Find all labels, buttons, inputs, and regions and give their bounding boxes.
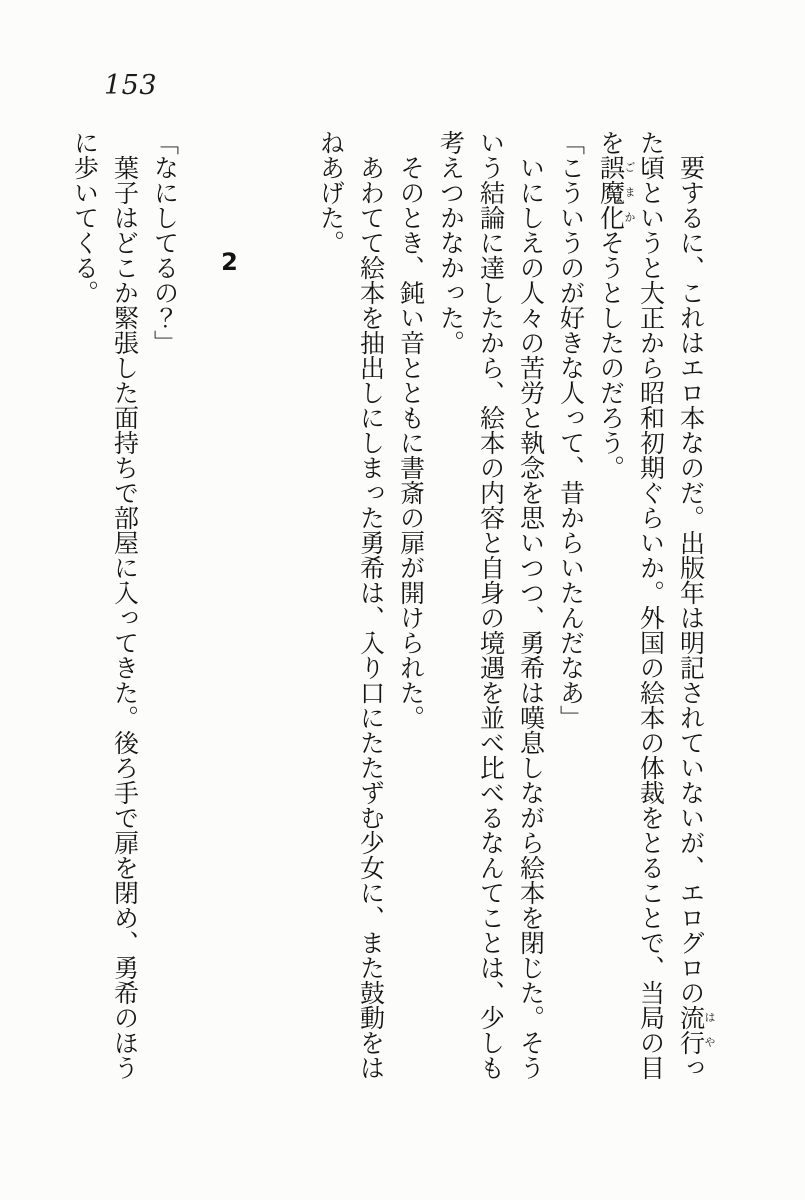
text-block-after-section: [64, 130, 184, 1080]
paragraph: いにしえの人々の苦労と執念を思いつつ、勇希は嘆息しながら絵本を閉じた。そういう結論に達したから、絵本の内容と自身の境遇を並べ比べるなんてことは、少しも考えつかなかった。: [436, 130, 544, 1080]
text-block-before-section: [310, 130, 716, 1080]
section-number: 2: [215, 248, 244, 276]
section-number-heading: [210, 130, 250, 1080]
paragraph: 要するに、これはエロ本なのだ。出版年は明記されていないが、エログロの流行 はやった頃というと大正から昭和初期ぐらいか。外国の絵本の体裁をとることで、当局の目を誤魔化 ごまかそうとしたのだろう。: [596, 130, 715, 1080]
furigana-annotated-text: 誤魔化 ごまか: [596, 155, 635, 230]
paragraph: あわてて絵本を抽出しにしまった勇希は、入り口にたたずむ少女に、また鼓動をはねあげた。: [316, 130, 384, 1080]
paragraph: そのとき、鈍い音とともに書斎の扉が開けられた。: [396, 155, 424, 730]
paragraph: 「こういうのが好きな人って、昔からいたんだなあ」: [556, 130, 584, 730]
furigana-annotated-text: 流行 はや: [676, 1005, 715, 1055]
paragraph: 葉子はどこか緊張した面持ちで部屋に入ってきた。後ろ手で扉を閉め、勇希のほうに歩いてくる。: [70, 130, 138, 1080]
page-number: 153: [104, 70, 158, 101]
paragraph: 「なにしてるの？」: [150, 130, 178, 355]
text-area: [64, 130, 716, 1080]
